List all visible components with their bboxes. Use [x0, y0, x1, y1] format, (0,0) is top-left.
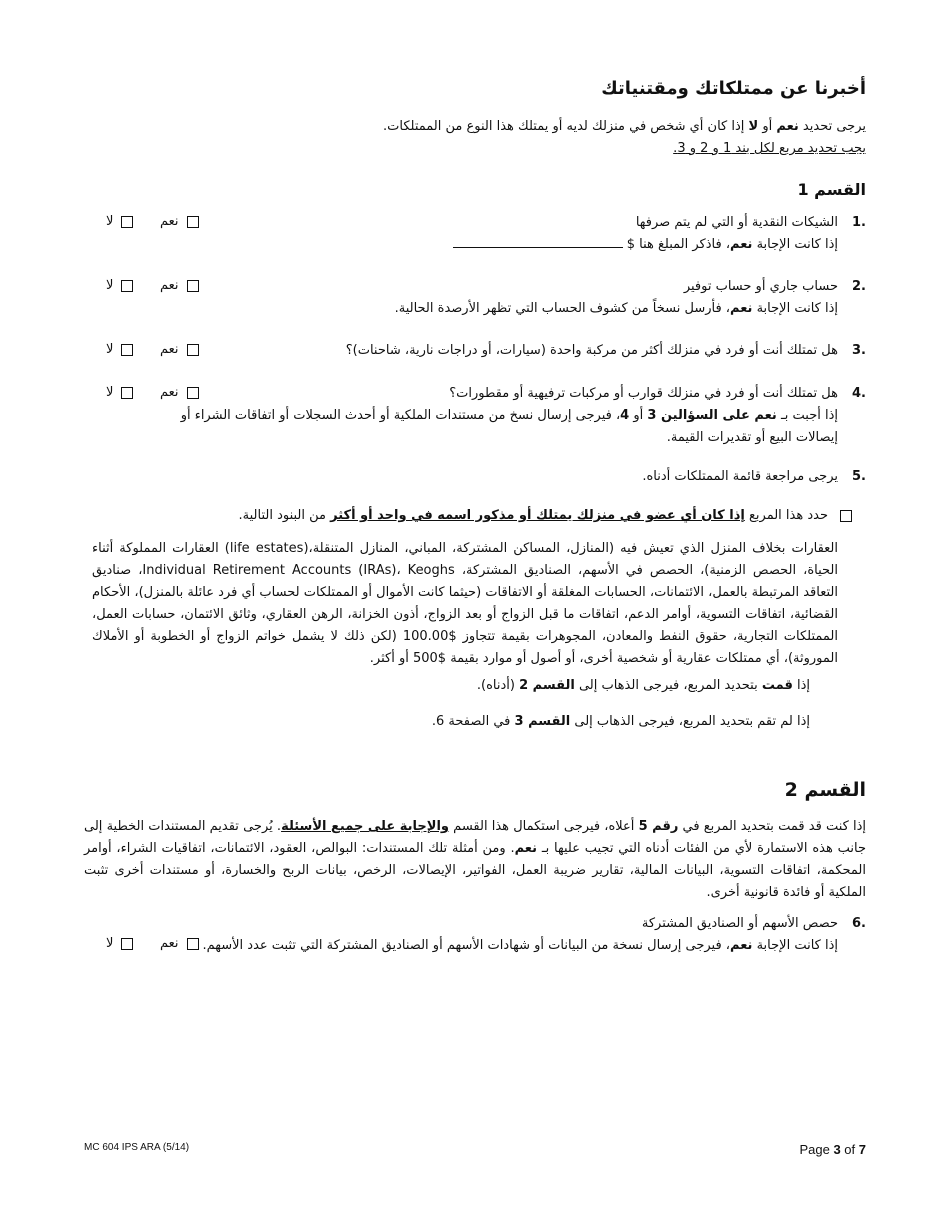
page-title: أخبرنا عن ممتلكاتك ومقتنياتك: [601, 78, 866, 99]
intro-line-1: يرجى تحديد نعم أو لا إذا كان أي شخص في منزلك لديه أو يمتلك هذا النوع من الممتلكات.: [383, 119, 866, 134]
q1-yes-checkbox[interactable]: [187, 216, 199, 228]
q3-yes[interactable]: نعم: [160, 342, 199, 357]
section-1-heading: القسم 1: [797, 180, 866, 199]
amount-field[interactable]: [453, 235, 623, 248]
q3-no-checkbox[interactable]: [121, 344, 133, 356]
question-5: 5. يرجى مراجعة قائمة الممتلكات أدناه.: [642, 469, 866, 484]
section-2-paragraph: إذا كنت قد قمت بتحديد المربع في رقم 5 أعلاه، فيرجى استكمال هذا القسم والإجابة على جميع الأسئلة. يُرجى تقديم المستندات الخطية إلى جانب هذه الاستمارة لأي من الفئات أدناه التي تجيب عليها بـ نعم. ومن أمثلة تلك المستندات: البوالص، العقود، الائتمانات، اتفاقيات الشراء، أوامر المحكمة، اتفاقات التسوية، البيانات المالية، تقارير ضريبة العمل، الفواتير، الإيصالات، الرخص، بيانات الربح والخسارة، أو مستندات أخرى تثبت الملكية أو فائدة قانونية أخرى.: [84, 819, 867, 900]
q4-no[interactable]: لا: [106, 385, 133, 400]
q4-no-checkbox[interactable]: [121, 387, 133, 399]
q6-yes[interactable]: نعم: [160, 936, 199, 951]
if-not-checked-instruction: إذا لم تقم بتحديد المربع، فيرجى الذهاب إلى القسم 3 في الصفحة 6.: [431, 714, 810, 729]
q4-yes[interactable]: نعم: [160, 385, 199, 400]
question-6: 6. حصص الأسهم أو الصناديق المشتركة إذا كانت الإجابة نعم، فيرجى إرسال نسخة من البيانات أو شهادات الأسهم أو الصناديق المشتركة التي تثبت عدد الأسهم.: [202, 916, 866, 953]
q2-yes-checkbox[interactable]: [187, 280, 199, 292]
form-id: MC 604 IPS ARA (5/14): [84, 1142, 190, 1153]
intro-line-2: يجب تحديد مربع لكل بند 1 و 2 و 3.: [673, 141, 866, 156]
q1-no-checkbox[interactable]: [121, 216, 133, 228]
assets-list-paragraph: العقارات بخلاف المنزل الذي تعيش فيه (المنازل، المساكن المشتركة، المباني، المنازل المتنقلة،(life estates) العقارات المملوكة أثناء الحياة، الحصص الزمنية)، الحصص في الأسهم، الصناديق المشتركة، Individual Retirement Accounts (IRAs)، Keoghs، صناديق التعاقد المرتبطة بالعمل، الائتمانات، الحسابات المغلقة أو الاتفاقات (حيثما كانت الأموال أو الممتلكات لحساب أي فرد عائلة بالمنزل)، الأحكام القضائية، اتفاقات التسوية، أوامر الدعم، اتفاقات ما قبل الزواج أو بعد الزواج، أذون الخزانة، الرهن العقاري، وثائق الائتمان، حسابات العمل، الممتلكات التجارية، حقوق النفط والمعادن، المجوهرات بقيمة تتجاوز $100.00 (لكن ذلك لا يشمل خواتم الزواج أو الخطوبة أو الأملاك الموروثة)، أي ممتلكات عقارية أو شخصية أخرى، أو أصول أو موارد بقيمة $500 أو أكثر.: [92, 541, 839, 666]
q2-no[interactable]: لا: [106, 278, 133, 293]
q6-yes-checkbox[interactable]: [187, 938, 199, 950]
question-3: 3. هل تمتلك أنت أو فرد في منزلك أكثر من مركبة واحدة (سيارات، أو دراجات نارية، شاحنات)؟: [345, 343, 866, 358]
q3-yes-checkbox[interactable]: [187, 344, 199, 356]
q4-yes-checkbox[interactable]: [187, 387, 199, 399]
section-2-heading: القسم 2: [784, 779, 866, 801]
question-4: 4. هل تمتلك أنت أو فرد في منزلك قوارب أو مركبات ترفيهية أو مقطورات؟ إذا أجبت بـ نعم على السؤالين 3 أو 4، فيرجى إرسال نسخ من مستندات الملكية أو أحدث السجلات أو اتفاقات الشراء أو إيصالات البيع أو تقديرات القيمة.: [180, 386, 866, 445]
q6-no[interactable]: لا: [106, 936, 133, 951]
if-checked-instruction: إذا قمت بتحديد المربع، فيرجى الذهاب إلى القسم 2 (أدناه).: [476, 678, 810, 693]
q3-no[interactable]: لا: [106, 342, 133, 357]
page-number: Page 3 of 7: [799, 1142, 866, 1157]
question-1: 1. الشيكات النقدية أو التي لم يتم صرفها إذا كانت الإجابة نعم، فاذكر المبلغ هنا $: [106, 212, 866, 256]
q2-no-checkbox[interactable]: [121, 280, 133, 292]
q2-yes[interactable]: نعم: [160, 278, 199, 293]
q1-no[interactable]: لا: [106, 214, 133, 229]
question-2: 2. حساب جاري أو حساب توفير إذا كانت الإجابة نعم، فأرسل نسخاً من كشوف الحساب التي تظهر الأرصدة الحالية.: [394, 279, 866, 316]
assets-checkbox[interactable]: [840, 510, 852, 522]
assets-checkbox-row: حدد هذا المربع إذا كان أي عضو في منزلك يمتلك أو مذكور اسمه في واحد أو أكثر من البنود التالية.: [92, 508, 852, 523]
q1-yes[interactable]: نعم: [160, 214, 199, 229]
q6-no-checkbox[interactable]: [121, 938, 133, 950]
intro-text: [106, 116, 866, 160]
